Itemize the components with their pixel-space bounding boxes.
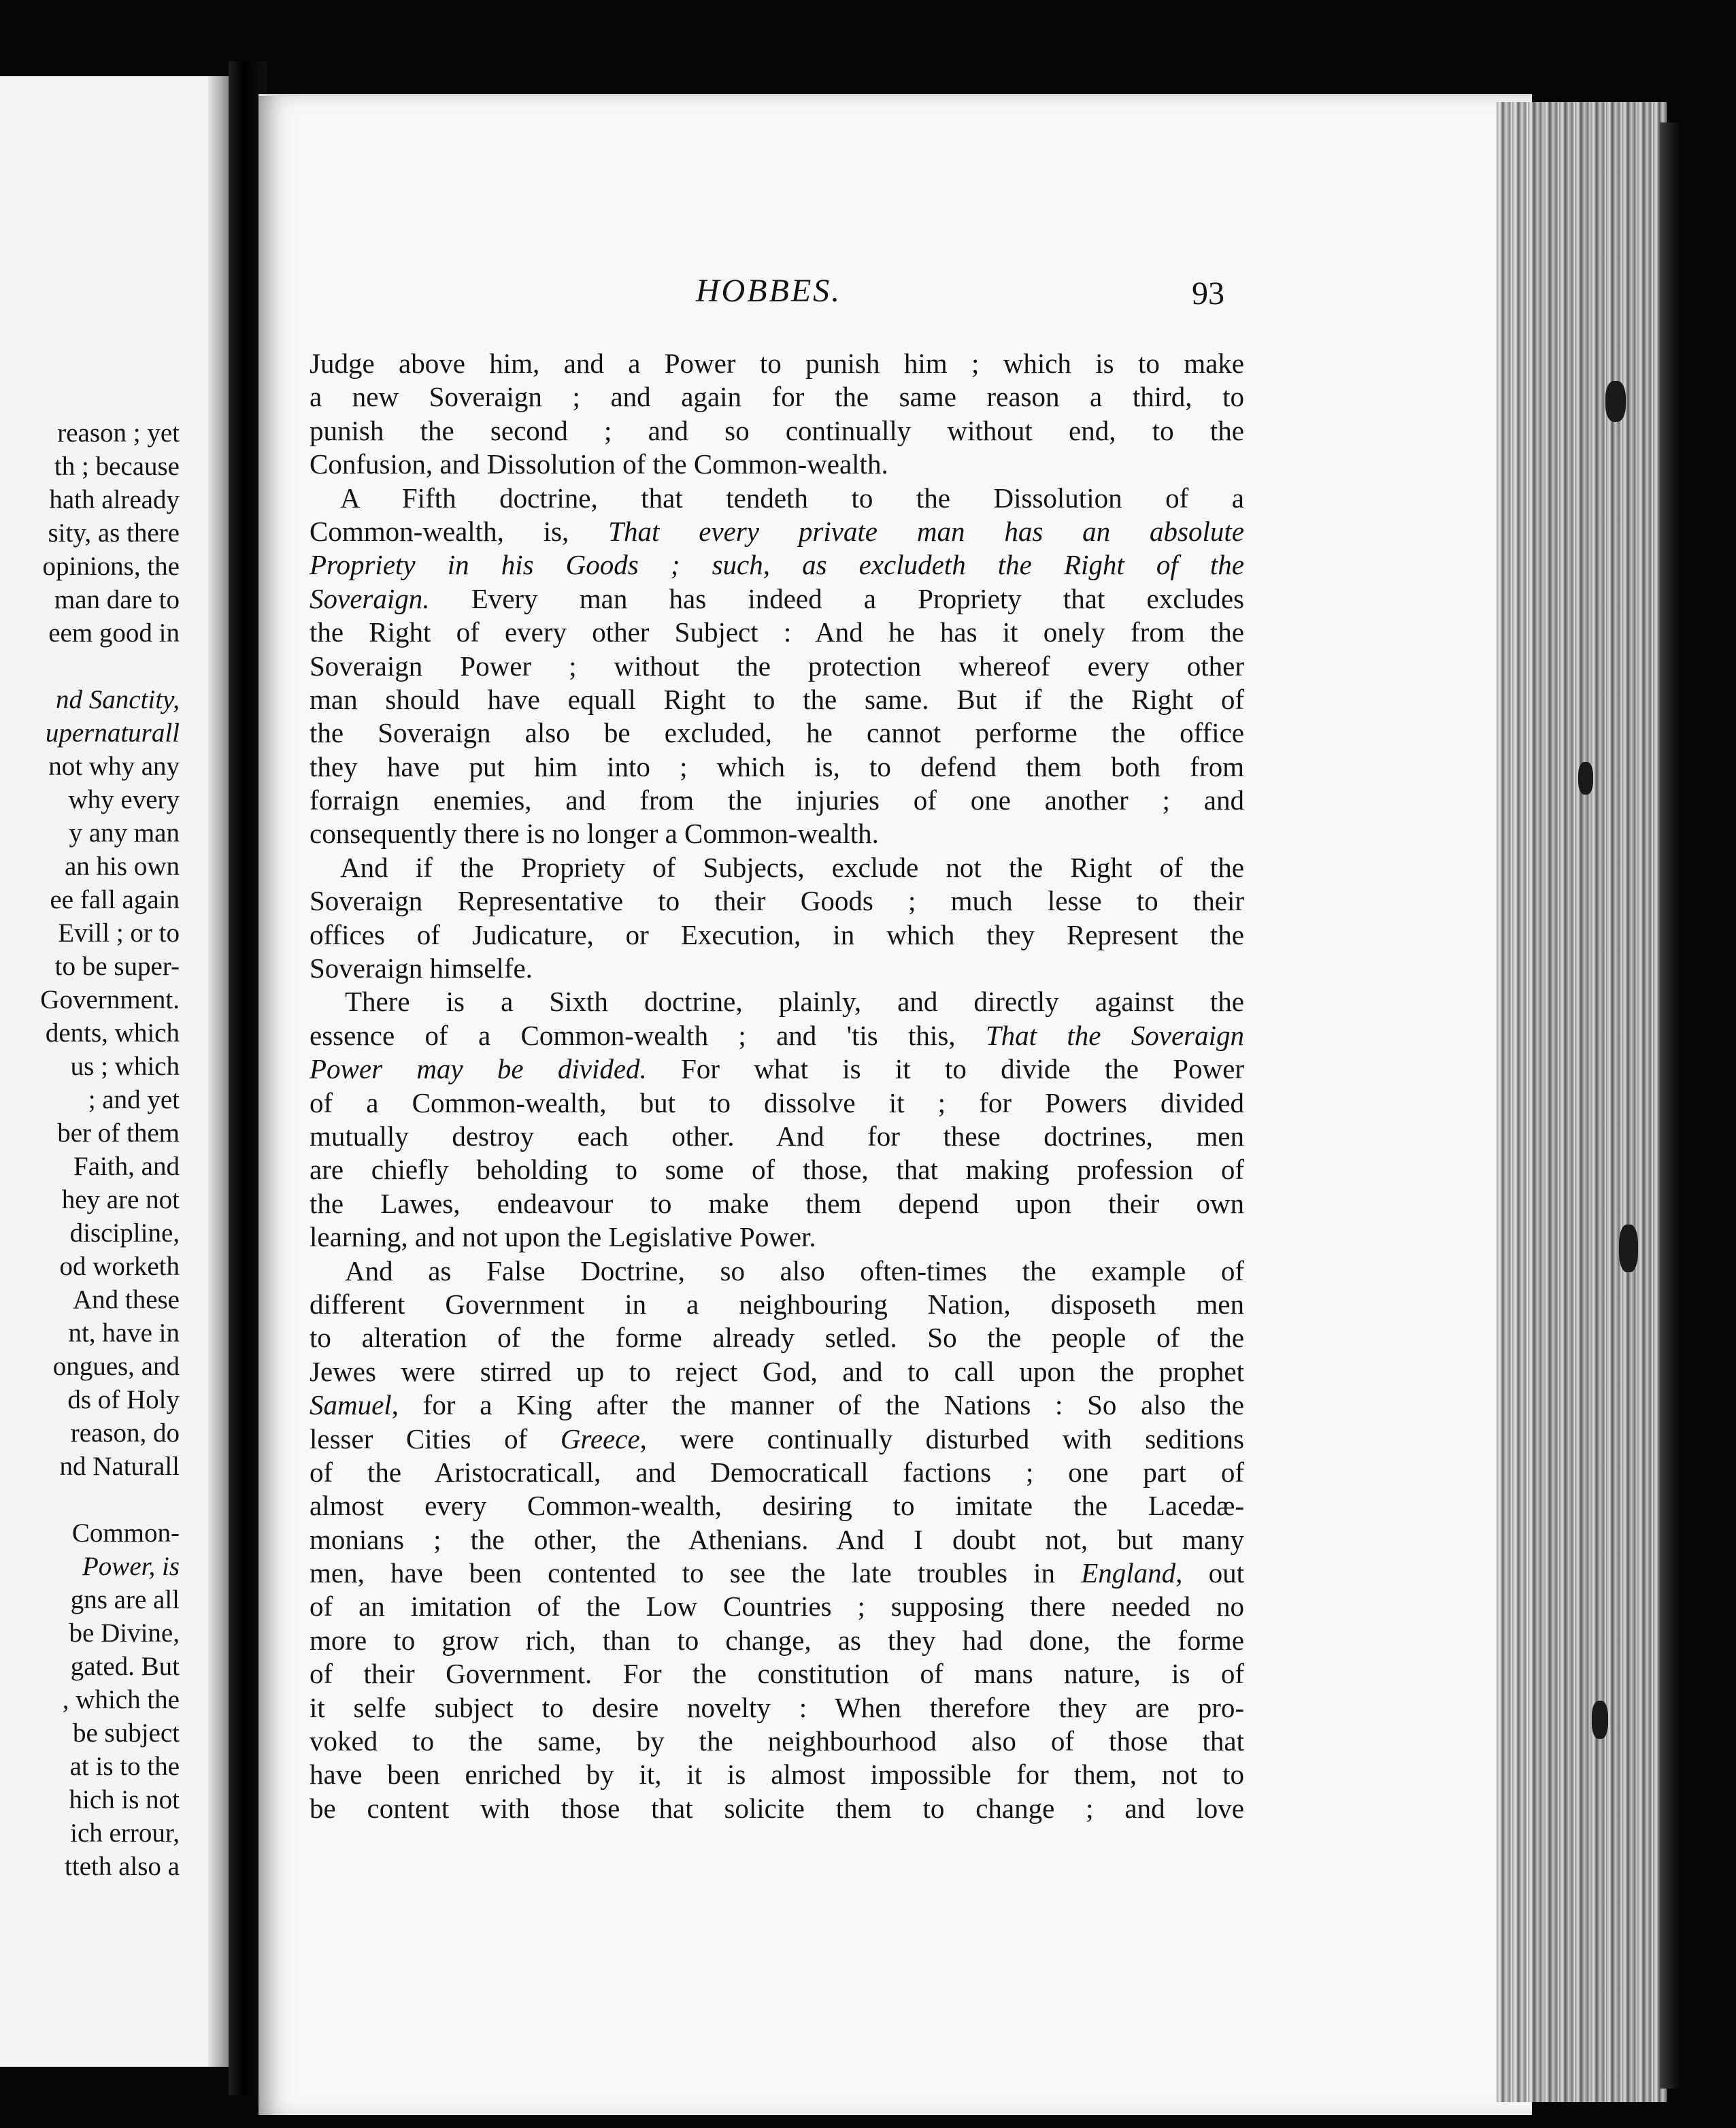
left-page-line: ee fall again (50, 885, 180, 914)
body-line (310, 716, 1244, 750)
text-segment: a new Soveraign ; and again for the same reason a third, to (310, 381, 1244, 413)
left-page-line: hich is not (69, 1785, 180, 1814)
text-segment: are chiefly beholding to some of those, that making profession of (310, 1154, 1244, 1186)
body-line (310, 784, 1244, 817)
book-fore-edge-shadow (1660, 122, 1680, 2089)
left-page-line: Power, is (82, 1552, 180, 1581)
left-page-line: th ; because (54, 452, 180, 481)
body-line (310, 1691, 1244, 1725)
italic-text: That the Soveraign (985, 1019, 1244, 1051)
body-line (310, 1657, 1244, 1691)
body-line (310, 582, 1244, 616)
body-line (310, 1590, 1244, 1623)
left-page-line: tteth also a (65, 1852, 180, 1881)
text-segment: of an imitation of the Low Countries ; supposing there needed no (310, 1591, 1244, 1623)
left-page-line: nt, have in (68, 1318, 180, 1348)
body-line (310, 884, 1244, 918)
left-page-line: opinions, the (42, 552, 180, 581)
left-page-line: discipline, (69, 1218, 180, 1248)
body-line (310, 1758, 1244, 1791)
body-line (310, 683, 1244, 716)
text-segment: learning, and not upon the Legislative Power. (310, 1221, 816, 1253)
left-page-line: eem good in (48, 618, 180, 648)
left-page-line: at is to the (69, 1752, 180, 1781)
text-segment: Every man has indeed a Propriety that excludes (429, 582, 1244, 614)
body-line (310, 1792, 1244, 1825)
body-line (310, 1086, 1244, 1120)
edge-stain (1605, 381, 1626, 422)
text-segment: essence of a Common-wealth ; and 'tis this, (310, 1019, 986, 1051)
italic-text: Soveraign. (310, 582, 430, 614)
running-title: HOBBES. (695, 273, 842, 309)
body-line (310, 1557, 1244, 1590)
left-page-line: why every (68, 785, 180, 814)
left-page-line: Faith, and (73, 1152, 180, 1181)
text-segment: man should have equall Right to the same. But if the Right of (310, 683, 1244, 715)
body-line (310, 918, 1244, 952)
body-line (310, 1624, 1244, 1657)
italic-text: Greece (560, 1423, 640, 1454)
left-page-line: nd Sanctity, (56, 685, 180, 714)
italic-text: That every private man has an absolute (608, 515, 1244, 547)
left-page-line: not why any (48, 752, 180, 781)
text-segment: to alteration of the forme already setled. So the people of the (310, 1322, 1244, 1354)
body-line (310, 616, 1244, 649)
body-line (310, 1120, 1244, 1153)
left-page-line: hath already (49, 485, 180, 514)
left-page (0, 76, 229, 2067)
left-page-line: to be super- (54, 952, 180, 981)
body-line (310, 851, 1244, 884)
body-text (310, 347, 1244, 1825)
left-page-line: gns are all (70, 1585, 180, 1614)
body-line (310, 1288, 1244, 1321)
book-fore-edge (1497, 102, 1667, 2102)
body-line (310, 548, 1244, 582)
body-line (310, 1489, 1244, 1523)
left-page-line: be Divine, (69, 1618, 180, 1648)
italic-text: England (1081, 1557, 1176, 1589)
left-page-line: an his own (65, 852, 180, 881)
body-line (310, 1052, 1244, 1086)
italic-text: Propriety in his Goods ; such, as excludeth the Right of the (310, 549, 1244, 581)
body-line (310, 1019, 1244, 1052)
body-line (310, 817, 1244, 850)
left-page-line: And these (72, 1285, 180, 1314)
body-line (310, 750, 1244, 784)
left-page-line: ber of them (57, 1118, 180, 1148)
text-segment: offices of Judicature, or Execution, in which they Represent the (310, 918, 1244, 950)
body-line (310, 1355, 1244, 1389)
body-line (310, 985, 1244, 1018)
body-line (310, 1725, 1244, 1758)
text-segment: the Lawes, endeavour to make them depend upon their own (310, 1187, 1244, 1219)
text-segment: Jewes were stirred up to reject God, and to call upon the prophet (310, 1355, 1244, 1387)
text-segment: men, have been contented to see the late troubles in (310, 1557, 1082, 1589)
body-line (310, 347, 1244, 380)
text-segment: Soveraign Representative to their Goods ; much lesse to their (310, 885, 1244, 917)
left-page-line: hey are not (61, 1185, 180, 1214)
text-segment: Confusion, and Dissolution of the Common-wealth. (310, 448, 888, 480)
text-segment: be content with those that solicite them to change ; and love (310, 1792, 1244, 1824)
text-segment: mutually destroy each other. And for these doctrines, men (310, 1120, 1244, 1152)
body-line (310, 1153, 1244, 1186)
left-page-line: ich errour, (70, 1818, 180, 1848)
text-segment: Judge above him, and a Power to punish him ; which is to make (310, 348, 1244, 379)
body-line (310, 515, 1244, 548)
text-segment: Soveraign himselfe. (310, 952, 533, 984)
text-segment: And as False Doctrine, so also often-times the example of (345, 1254, 1244, 1286)
text-segment: For what is it to divide the Power (646, 1053, 1244, 1085)
body-line (310, 1456, 1244, 1489)
text-segment: , for a King after the manner of the Nations : So also the (391, 1389, 1244, 1421)
text-segment: more to grow rich, than to change, as they had done, the forme (310, 1624, 1244, 1656)
left-page-line: reason, do (70, 1418, 180, 1448)
text-segment: of the Aristocraticall, and Democraticall factions ; one part of (310, 1456, 1244, 1488)
left-page-line: nd Naturall (59, 1452, 180, 1481)
text-segment: lesser Cities of (310, 1423, 561, 1454)
body-line (310, 482, 1244, 515)
left-page-line: sity, as there (48, 518, 180, 548)
body-line (310, 1187, 1244, 1220)
left-page-line: ; and yet (88, 1085, 180, 1114)
body-line (310, 952, 1244, 985)
text-segment: have been enriched by it, it is almost impossible for them, not to (310, 1759, 1244, 1791)
body-line (310, 448, 1244, 481)
body-line (310, 1389, 1244, 1422)
left-page-line: upernaturall (45, 718, 180, 748)
text-segment: Common-wealth, is, (310, 515, 609, 547)
left-page-line: y any man (69, 818, 180, 848)
text-segment: voked to the same, by the neighbourhood also of those that (310, 1725, 1244, 1757)
body-line (310, 1321, 1244, 1354)
edge-stain (1592, 1701, 1608, 1739)
italic-text: Samuel (310, 1389, 392, 1421)
body-line (310, 1220, 1244, 1254)
left-page-line: Common- (71, 1518, 180, 1548)
body-line (310, 1423, 1244, 1456)
left-page-line: Evill ; or to (58, 918, 180, 948)
left-page-line: ds of Holy (67, 1385, 180, 1414)
text-segment: different Government in a neighbouring Nation, disposeth men (310, 1288, 1244, 1320)
left-page-line: us ; which (70, 1052, 180, 1081)
text-segment: forraign enemies, and from the injuries of one another ; and (310, 784, 1244, 816)
left-page-line: reason ; yet (57, 418, 180, 448)
body-line (310, 1523, 1244, 1557)
left-page-line: be subject (72, 1718, 180, 1748)
text-segment: of their Government. For the constitution of mans nature, is of (310, 1658, 1244, 1690)
left-page-line: Government. (40, 985, 180, 1014)
edge-stain (1619, 1225, 1638, 1272)
text-segment: , were continually disturbed with seditions (639, 1423, 1244, 1454)
body-line (310, 1254, 1244, 1288)
left-page-line: od worketh (59, 1252, 180, 1281)
text-segment: almost every Common-wealth, desiring to imitate the Lacedæ- (310, 1490, 1244, 1522)
text-segment: the Soveraign also be excluded, he cannot performe the office (310, 717, 1244, 749)
text-segment: it selfe subject to desire novelty : When therefore they are pro- (310, 1691, 1244, 1723)
text-segment: of a Common-wealth, but to dissolve it ; for Powers divided (310, 1086, 1244, 1118)
text-segment: Soveraign Power ; without the protection whereof every other (310, 650, 1244, 682)
edge-stain (1578, 762, 1593, 795)
text-segment: they have put him into ; which is, to defend them both from (310, 750, 1244, 782)
text-segment: And if the Propriety of Subjects, exclude not the Right of the (340, 851, 1244, 883)
text-segment: There is a Sixth doctrine, plainly, and directly against the (345, 986, 1244, 1018)
text-segment: monians ; the other, the Athenians. And I doubt not, but many (310, 1523, 1244, 1555)
left-page-line: dents, which (45, 1018, 180, 1048)
text-segment: , out (1175, 1557, 1244, 1589)
body-line (310, 414, 1244, 448)
text-segment: A Fifth doctrine, that tendeth to the Dissolution of a (340, 482, 1244, 514)
text-segment: consequently there is no longer a Common-wealth. (310, 818, 879, 850)
left-page-line: gated. But (70, 1652, 180, 1681)
body-line (310, 380, 1244, 414)
text-segment: punish the second ; and so continually without end, to the (310, 414, 1244, 446)
italic-text: Power may be divided. (310, 1053, 647, 1085)
left-page-line: man dare to (54, 585, 180, 614)
left-page-line: , which the (62, 1685, 180, 1714)
text-segment: the Right of every other Subject : And he has it onely from the (310, 616, 1244, 648)
left-page-line: ongues, and (52, 1352, 180, 1381)
body-line (310, 650, 1244, 683)
page-number: 93 (1192, 276, 1224, 312)
